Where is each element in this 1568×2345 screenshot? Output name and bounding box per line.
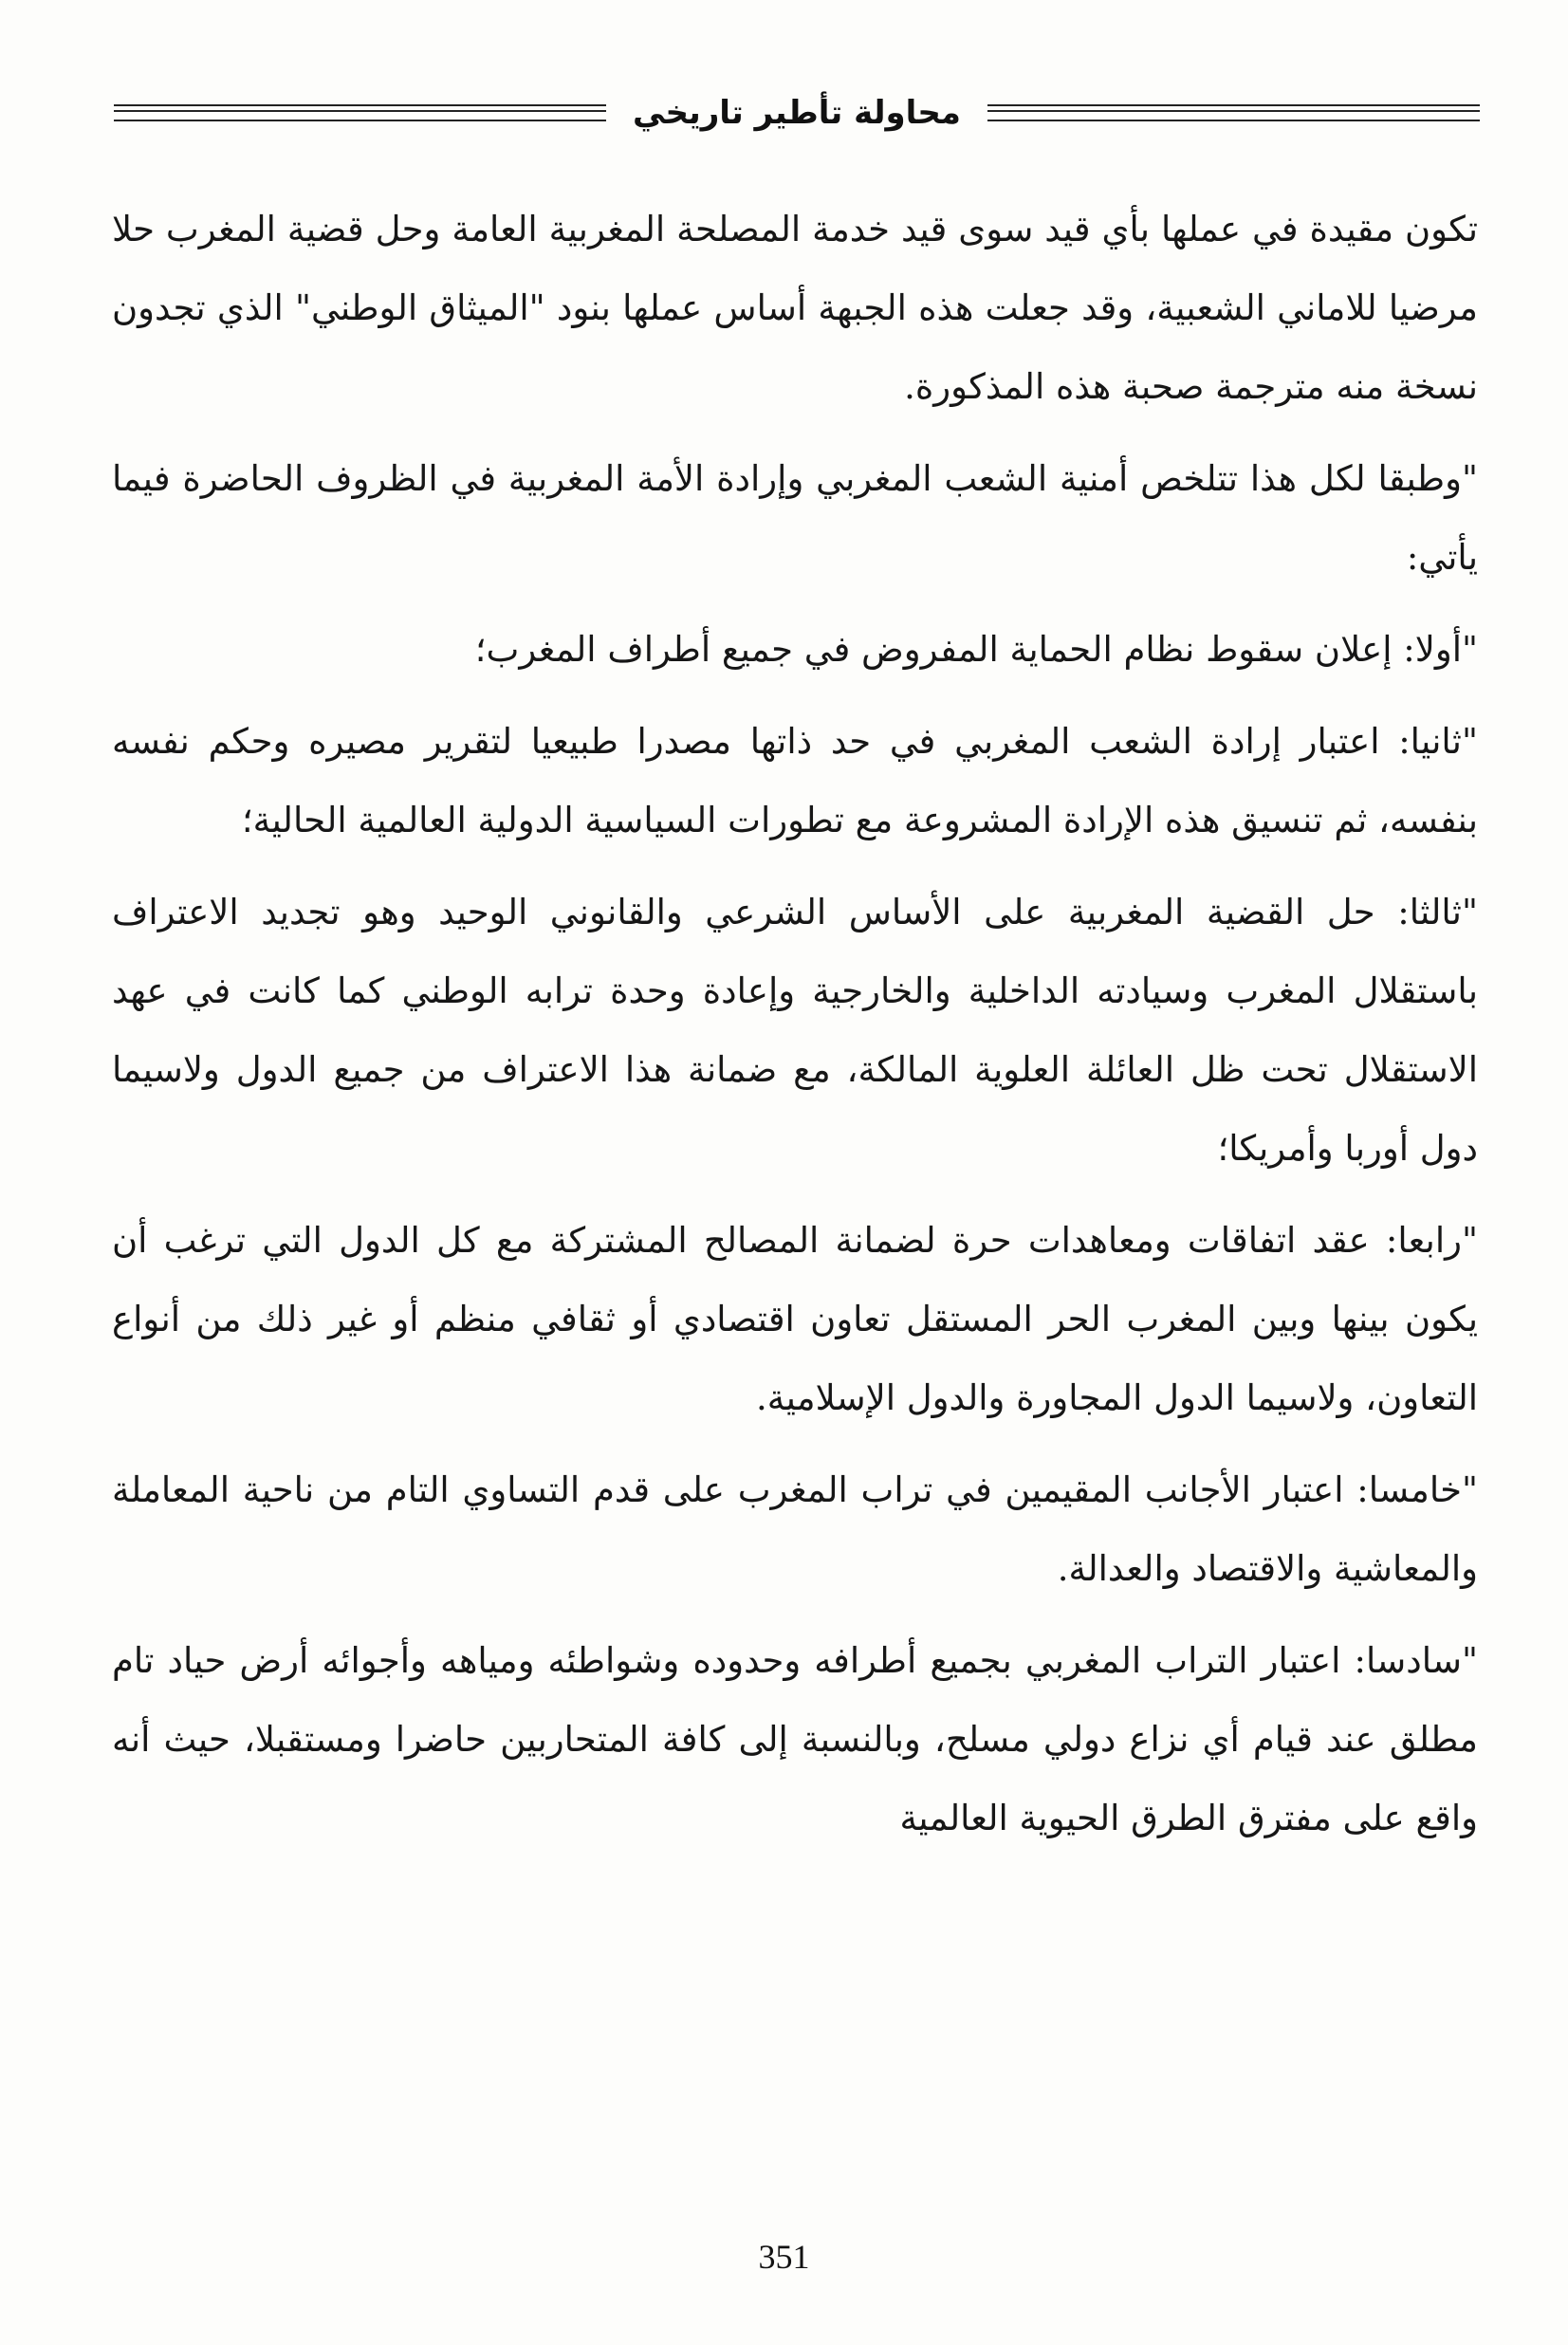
running-header bbox=[114, 80, 1480, 146]
paragraph: "خامسا: اعتبار الأجانب المقيمين في تراب المغرب على قدم التساوي التام من ناحية المعاملة والمعاشية والاقتصاد والعدالة. bbox=[112, 1469, 1478, 1589]
running-header-title: محاولة تأطير تاريخي bbox=[633, 94, 961, 132]
paragraph: "سادسا: اعتبار التراب المغربي بجميع أطرافه وحدوده وشواطئه ومياهه وأجوائه أرض حياد تام مطلق عند قيام أي نزاع دولي مسلح، وبالنسبة إلى كافة المتحاربين حاضرا ومستقبلا، حيث أنه واقع على مفترق الطرق الحيوية العالمية bbox=[112, 1640, 1478, 1838]
paragraph: تكون مقيدة في عملها بأي قيد سوى قيد خدمة المصلحة المغربية العامة وحل قضية المغرب حلا مرضيا للاماني الشعبية، وقد جعلت هذه الجبهة أساس عملها بنود "الميثاق الوطني" الذي تجدون نسخة منه مترجمة صحبة هذه المذكورة. bbox=[112, 209, 1478, 407]
paragraph: "رابعا: عقد اتفاقات ومعاهدات حرة لضمانة المصالح المشتركة مع كل الدول التي ترغب أن يكون بينها وبين المغرب الحر المستقل تعاون اقتصادي أو ثقافي منظم أو غير ذلك من أنواع التعاون، ولاسيما الدول المجاورة والدول الإسلامية. bbox=[112, 1220, 1478, 1418]
paragraph: "ثالثا: حل القضية المغربية على الأساس الشرعي والقانوني الوحيد وهو تجديد الاعتراف باستقلال المغرب وسيادته الداخلية والخارجية وإعادة وحدة ترابه الوطني كما كانت في عهد الاستقلال تحت ظل العائلة العلوية المالكة، مع ضمانة هذا الاعتراف من جميع الدول ولاسيما دول أوربا وأمريكا؛ bbox=[112, 892, 1478, 1169]
body-text bbox=[112, 190, 1478, 1871]
paragraph: "وطبقا لكل هذا تتلخص أمنية الشعب المغربي وإرادة الأمة المغربية في الظروف الحاضرة فيما يأتي: bbox=[112, 458, 1478, 578]
header-rule-left bbox=[114, 104, 606, 121]
header-rule-right bbox=[987, 104, 1480, 121]
paragraph: "ثانيا: اعتبار إرادة الشعب المغربي في حد ذاتها مصدرا طبيعيا لتقرير مصيره وحكم نفسه بنفسه، ثم تنسيق هذه الإرادة المشروعة مع تطورات السياسية الدولية العالمية الحالية؛ bbox=[112, 721, 1478, 840]
page-number: 351 bbox=[758, 2238, 810, 2276]
paragraph: "أولا: إعلان سقوط نظام الحماية المفروض في جميع أطراف المغرب؛ bbox=[474, 629, 1478, 670]
